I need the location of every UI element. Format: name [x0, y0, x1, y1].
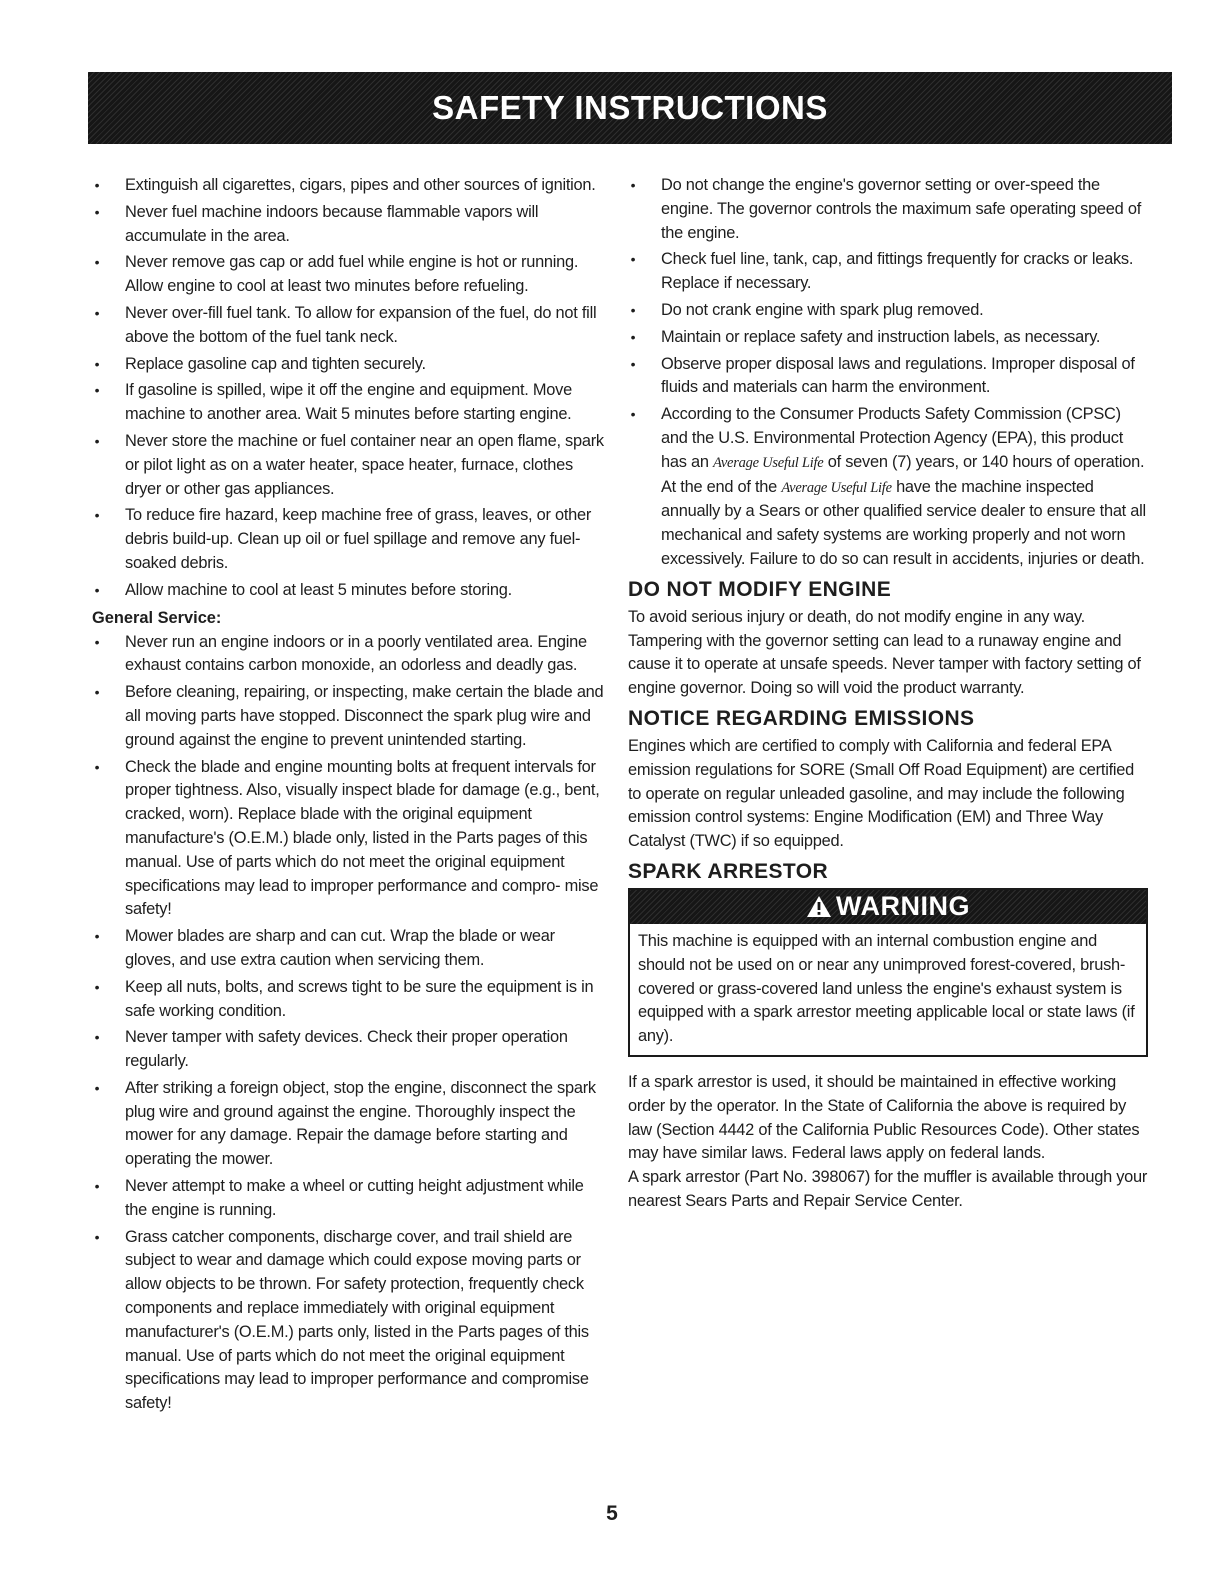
left-column [92, 174, 604, 1419]
list-item: • Grass catcher components, discharge cover, and trail shield are subject to wear and damage which could expose moving parts or allow objects to be thrown. For safety protection, frequently check components and replace immediately with original equipment manufacturer's (O.E.M.) parts only, listed in the Parts pages of this manual. Use of parts which do not meet the original equipment specifications may lead to improper performance and compromise safety! [92, 1226, 604, 1416]
bullet-icon: • [94, 633, 100, 650]
page-title: SAFETY INSTRUCTIONS [432, 89, 828, 126]
page-number: 5 [606, 1502, 618, 1525]
list-item: • Never tamper with safety devices. Check their proper operation regularly. [92, 1026, 604, 1074]
bullet-icon: • [94, 177, 100, 193]
cpsc-text: According to the Consumer Products Safety Commission (CPSC) and the U.S. Environmental Protection Agency (EPA), this product has an Average Useful Life of seven (7) years, or 140 hours of operation. At the end of the Average Useful Life have the machine inspected annually by a Sears or other qualified service dealer to ensure that all mechanical and safety systems are working properly and not worn excessively. Failure to do so can result in accidents, injuries or death. [661, 405, 1146, 568]
general-service-heading: General Service: [92, 608, 222, 627]
bullet-icon: • [630, 328, 636, 345]
list-item: • Extinguish all cigarettes, cigars, pipes and other sources of ignition. [92, 174, 604, 198]
emissions-text: Engines which are certified to comply with California and federal EPA emission regulations for SORE (Small Off Road Equipment) are certified to operate on regular unleaded gasoline, and may include the following emission control systems: Engine Modification (EM) and Three Way Catalyst (TWC) if so equipped. [628, 736, 1135, 851]
list-item: • Never fuel machine indoors because flammable vapors will accumulate in the area. [92, 201, 604, 249]
list-item: • Never remove gas cap or add fuel while engine is hot or running. Allow engine to cool at least two minutes before refueling. [92, 251, 604, 299]
list-item: • Check the blade and engine mounting bolts at frequent intervals for proper tightness. Also, visually inspect blade for damage (e.g., bent, cracked, worn). Replace blade with the original equipment manufacture's (O.E.M.) blade only, listed in the Parts pages of this manual. Use of parts which do not meet the original equipment specifications may lead to improper performance and compro- mise safety! [92, 756, 604, 923]
bullet-icon: • [94, 684, 100, 701]
bullet-icon: • [94, 203, 100, 220]
bullet-icon: • [94, 1228, 100, 1245]
average-useful-life-term: Average Useful Life [781, 479, 892, 496]
right-column [628, 174, 1148, 1214]
list-item: • After striking a foreign object, stop the engine, disconnect the spark plug wire and ground against the engine. Thoroughly inspect the mower for any damage. Repair the damage before starting and operating the mower. [92, 1077, 604, 1172]
bullet-icon: • [630, 251, 636, 268]
bullet-icon: • [94, 507, 100, 524]
list-item: • Never over-fill fuel tank. To allow for expansion of the fuel, do not fill above the bottom of the fuel tank neck. [92, 302, 604, 350]
bullet-icon: • [94, 382, 100, 399]
spark-arrestor-text: If a spark arrestor is used, it should be maintained in effective working order by the operator. In the State of California the above is required by law (Section 4442 of the California Public Resources Code). Other states may have similar laws. Federal laws apply on federal lands. [628, 1072, 1140, 1163]
spark-arrestor-heading: SPARK ARRESTOR [628, 859, 829, 883]
bullet-icon: • [94, 355, 100, 372]
engine-safety-list [628, 174, 1148, 572]
list-item: • Replace gasoline cap and tighten securely. [92, 353, 604, 377]
average-useful-life-term: Average Useful Life [713, 454, 824, 471]
bullet-icon: • [94, 1029, 100, 1046]
emissions-heading: NOTICE REGARDING EMISSIONS [628, 706, 975, 730]
list-item: • Never run an engine indoors or in a poorly ventilated area. Engine exhaust contains carbon monoxide, an odorless and deadly gas. [92, 631, 604, 679]
bullet-icon: • [630, 177, 636, 193]
bullet-icon: • [630, 355, 636, 372]
bullet-icon: • [94, 432, 100, 449]
bullet-icon: • [94, 928, 100, 945]
modify-engine-heading: DO NOT MODIFY ENGINE [628, 577, 892, 601]
warning-label: WARNING [836, 891, 970, 922]
warning-text: This machine is equipped with an internal combustion engine and should not be used on or near any unimproved forest-covered, brush-covered or grass-covered land unless the engine's exhaust system is equipped with a spark arrestor meeting applicable local or state laws (if any). [638, 931, 1135, 1046]
warning-header [630, 890, 1146, 924]
bullet-icon: • [94, 581, 100, 598]
section-banner [88, 72, 1172, 144]
bullet-icon: • [94, 758, 100, 775]
warning-box [628, 888, 1148, 1057]
list-item: • Maintain or replace safety and instruction labels, as necessary. [628, 326, 1148, 350]
list-item: • Keep all nuts, bolts, and screws tight to be sure the equipment is in safe working condition. [92, 976, 604, 1024]
list-item [628, 403, 1148, 572]
list-item: • Check fuel line, tank, cap, and fittings frequently for cracks or leaks. Replace if necessary. [628, 248, 1148, 296]
bullet-icon: • [630, 301, 636, 318]
list-item: • Never attempt to make a wheel or cutting height adjustment while the engine is running. [92, 1175, 604, 1223]
bullet-icon: • [630, 406, 636, 423]
list-item: • Observe proper disposal laws and regulations. Improper disposal of fluids and materials can harm the environment. [628, 353, 1148, 401]
bullet-icon: • [94, 254, 100, 271]
list-item: • Before cleaning, repairing, or inspecting, make certain the blade and all moving parts have stopped. Disconnect the spark plug wire and ground against the engine to prevent unintended starting. [92, 681, 604, 752]
general-service-list [92, 631, 604, 1417]
list-item: • Mower blades are sharp and can cut. Wrap the blade or wear gloves, and use extra caution when servicing them. [92, 925, 604, 973]
spark-arrestor-part-text: A spark arrestor (Part No. 398067) for the muffler is available through your nearest Sears Parts and Repair Service Center. [628, 1168, 1148, 1210]
bullet-icon: • [94, 978, 100, 995]
list-item: • Do not crank engine with spark plug removed. [628, 299, 1148, 323]
list-item: • If gasoline is spilled, wipe it off the engine and equipment. Move machine to another area. Wait 5 minutes before starting engine. [92, 379, 604, 427]
modify-engine-text: To avoid serious injury or death, do not modify engine in any way. Tampering with the governor setting can lead to a runaway engine and cause it to operate at unsafe speeds. Never tamper with factory setting of engine governor. Doing so will void the product warranty. [628, 607, 1141, 698]
bullet-icon: • [94, 304, 100, 321]
bullet-icon: • [94, 1178, 100, 1195]
list-item: • To reduce fire hazard, keep machine free of grass, leaves, or other debris build-up. Clean up oil or fuel spillage and remove any fuel-soaked debris. [92, 504, 604, 575]
list-item: • Do not change the engine's governor setting or over-speed the engine. The governor controls the maximum safe operating speed of the engine. [628, 174, 1148, 245]
list-item: • Never store the machine or fuel container near an open flame, spark or pilot light as on a water heater, space heater, furnace, clothes dryer or other gas appliances. [92, 430, 604, 501]
list-item: • Allow machine to cool at least 5 minutes before storing. [92, 579, 604, 603]
warning-triangle-icon [806, 895, 832, 918]
fuel-safety-list [92, 174, 604, 603]
bullet-icon: • [94, 1079, 100, 1096]
